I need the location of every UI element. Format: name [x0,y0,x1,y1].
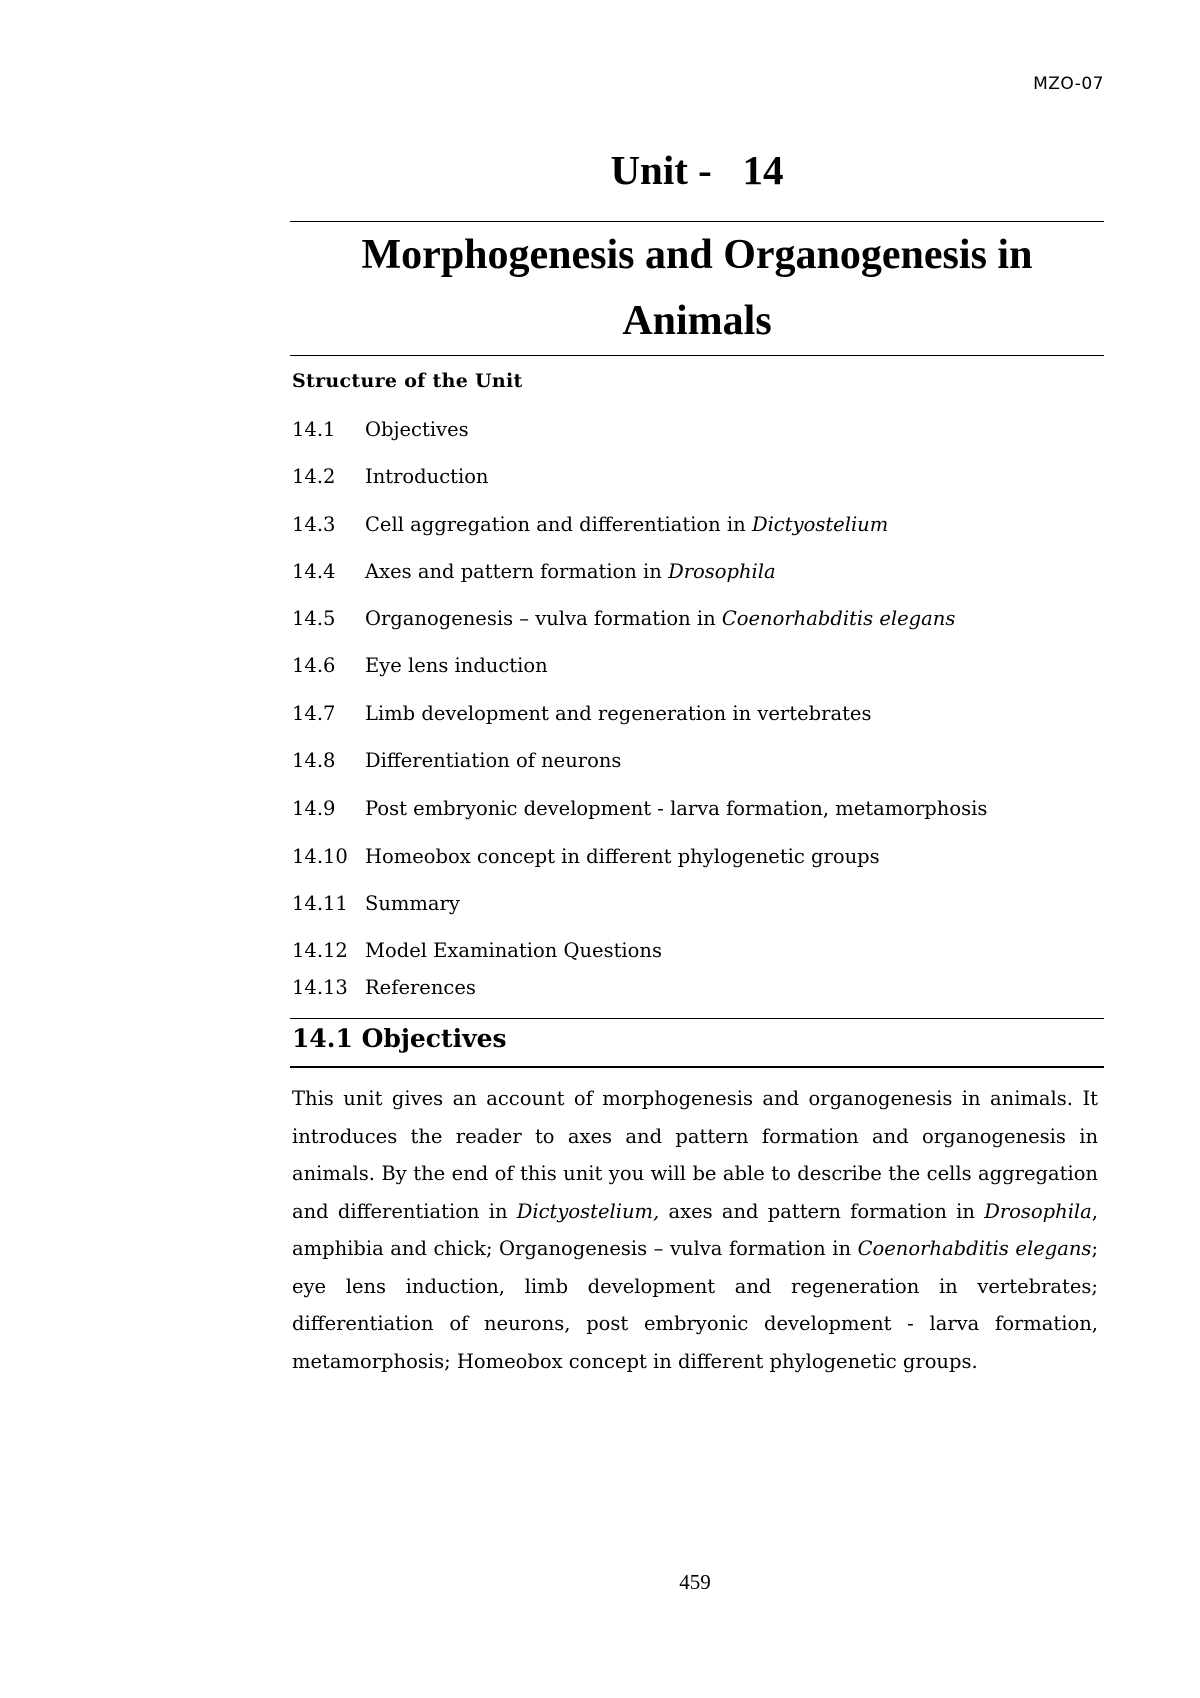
page-title-line-2: Animals [622,298,772,344]
toc-number: 14.13 [292,976,348,999]
paragraph-text: , amphibia and chick; Organogenesis – vulva formation in [292,1199,1098,1260]
toc-number: 14.8 [292,749,336,772]
toc-number: 14.12 [292,939,348,962]
toc-item [292,418,1102,441]
toc-label: Homeobox concept in different phylogenetic groups [365,845,880,868]
toc-label-italic: Dictyostelium [751,513,889,536]
document-code: MZO-07 [1033,74,1104,94]
toc-label: Differentiation of neurons [365,749,622,772]
toc-item [292,607,1102,630]
paragraph-text: ; eye lens induction, limb development and regeneration in vertebrates; differentiation of neurons, post embryonic development - larva formation, metamorphosis; Homeobox concept in different phylogenetic groups. [292,1237,1099,1373]
toc-item [292,939,1102,962]
toc-label: Objectives [365,418,469,441]
toc-label [365,607,955,630]
toc-label-text: Cell aggregation and differentiation in [365,513,752,536]
paragraph-text: axes and pattern formation in [659,1199,985,1223]
toc-number: 14.5 [292,607,336,630]
toc-item [292,976,1102,999]
toc-item [292,892,1102,915]
toc-label: References [365,976,476,999]
paragraph-text: This unit gives an account of morphogenesis and organogenesis in animals. It introduces the reader to axes and pattern formation and organogenesis in animals. By the end of this unit you will be able to describe the cells aggregation and differentiation in [292,1087,1098,1223]
page-number: 459 [679,1570,711,1594]
toc-item [292,654,1102,677]
page-title-line-1: Morphogenesis and Organogenesis in [361,232,1033,278]
toc-number: 14.11 [292,892,348,915]
paragraph-italic-term: Coenorhabditis elegans [857,1237,1092,1260]
toc-label-italic: Coenorhabditis elegans [721,607,956,630]
toc-number: 14.4 [292,560,336,583]
section-top-rule [290,1018,1104,1019]
paragraph-italic-term: Drosophila [984,1199,1092,1223]
toc-item [292,845,1102,868]
toc-item [292,560,1102,583]
toc-label-italic: Drosophila [668,560,776,583]
unit-title: Unit - 14 [610,147,784,193]
toc-label: Model Examination Questions [365,939,662,962]
toc-item [292,465,1102,488]
structure-heading: Structure of the Unit [292,370,523,392]
toc-number: 14.7 [292,702,336,725]
toc-number: 14.1 [292,418,336,441]
toc-item [292,513,1102,536]
toc-label: Summary [365,892,460,915]
paragraph-italic-term: Dictyostelium, [516,1199,660,1223]
toc-number: 14.3 [292,513,336,536]
toc-label [365,560,776,583]
toc-label-text: Organogenesis – vulva formation in [365,607,722,630]
toc-label: Eye lens induction [365,654,548,677]
title-bottom-rule [290,355,1104,356]
section-heading-objectives: 14.1 Objectives [292,1024,507,1053]
toc-label: Introduction [365,465,489,488]
section-bottom-rule [290,1066,1104,1068]
toc-label: Post embryonic development - larva formation, metamorphosis [365,797,988,820]
toc-item [292,797,1102,820]
toc-label [365,513,888,536]
toc-number: 14.10 [292,845,348,868]
page-title [290,222,1104,354]
toc-number: 14.9 [292,797,336,820]
toc-label: Limb development and regeneration in vertebrates [365,702,872,725]
toc-number: 14.6 [292,654,336,677]
objectives-paragraph [292,1080,1098,1380]
toc-item [292,702,1102,725]
toc-number: 14.2 [292,465,336,488]
toc-label-text: Axes and pattern formation in [365,560,669,583]
toc-item [292,749,1102,772]
